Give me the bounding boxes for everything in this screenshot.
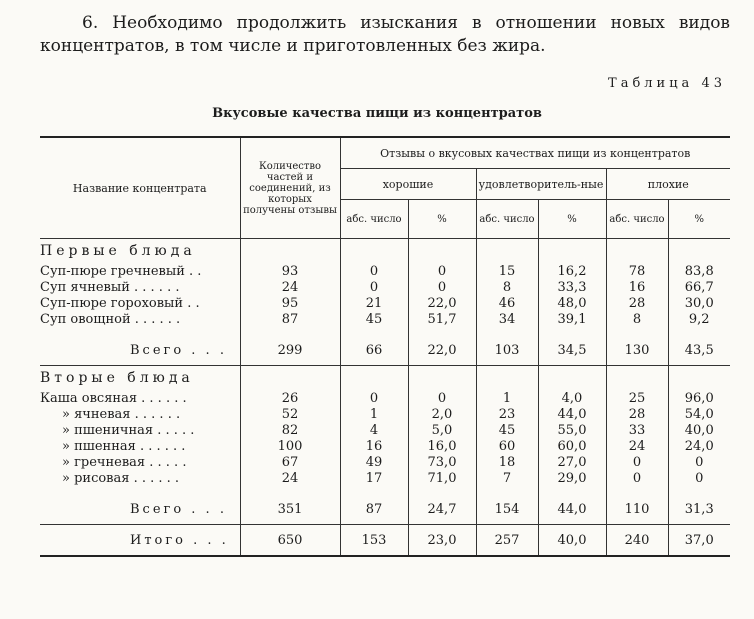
empty-cell — [606, 486, 668, 494]
section-header-row — [40, 239, 730, 264]
cell-s-abs: 34 — [476, 311, 538, 327]
section-total-row — [40, 335, 730, 366]
row-name: » гречневая . . . . . — [62, 454, 187, 470]
cell-b-pct: 0 — [668, 454, 730, 470]
cell-g-abs: 0 — [340, 263, 408, 279]
cell-count: 24 — [240, 279, 340, 295]
grand-total-label: Итого . . . — [40, 525, 240, 557]
cell-count: 24 — [240, 470, 340, 486]
spacer-row — [40, 327, 730, 335]
cell-g-abs: 4 — [340, 422, 408, 438]
table-row — [40, 263, 730, 279]
cell-s-abs: 1 — [476, 390, 538, 406]
total-count: 351 — [240, 494, 340, 525]
grand-total-b-abs: 240 — [606, 525, 668, 557]
cell-s-pct: 48,0 — [538, 295, 606, 311]
header-good: хорошие — [340, 169, 476, 200]
section-header-row — [40, 366, 730, 391]
cell-g-abs: 17 — [340, 470, 408, 486]
total-g-pct: 24,7 — [408, 494, 476, 525]
cell-g-pct: 2,0 — [408, 406, 476, 422]
empty-cell — [476, 327, 538, 335]
empty-cell — [340, 486, 408, 494]
cell-s-abs: 8 — [476, 279, 538, 295]
cell-s-pct: 33,3 — [538, 279, 606, 295]
row-name: » пшеничная . . . . . — [62, 422, 195, 438]
empty-cell — [240, 327, 340, 335]
grand-total-row — [40, 525, 730, 557]
empty-cell — [240, 366, 340, 391]
empty-cell — [240, 239, 340, 264]
cell-b-abs: 28 — [606, 295, 668, 311]
table-row — [40, 422, 730, 438]
grand-total-s-abs: 257 — [476, 525, 538, 557]
cell-g-pct: 0 — [408, 279, 476, 295]
cell-count: 95 — [240, 295, 340, 311]
empty-cell — [476, 486, 538, 494]
grand-total-b-pct: 37,0 — [668, 525, 730, 557]
header-bad-abs: абс. число — [606, 200, 668, 239]
header-good-abs: абс. число — [340, 200, 408, 239]
cell-g-pct: 22,0 — [408, 295, 476, 311]
empty-cell — [538, 239, 606, 264]
cell-g-abs: 1 — [340, 406, 408, 422]
cell-g-pct: 73,0 — [408, 454, 476, 470]
grand-total-g-pct: 23,0 — [408, 525, 476, 557]
cell-g-abs: 0 — [340, 279, 408, 295]
total-g-abs: 87 — [340, 494, 408, 525]
empty-cell — [240, 486, 340, 494]
row-name: Каша овсяная . . . . . . — [40, 390, 187, 406]
cell-g-abs: 21 — [340, 295, 408, 311]
empty-cell — [340, 327, 408, 335]
total-g-abs: 66 — [340, 335, 408, 366]
cell-g-abs: 45 — [340, 311, 408, 327]
empty-cell — [538, 327, 606, 335]
cell-s-abs: 15 — [476, 263, 538, 279]
cell-count: 100 — [240, 438, 340, 454]
cell-s-pct: 29,0 — [538, 470, 606, 486]
total-b-pct: 31,3 — [668, 494, 730, 525]
cell-b-pct: 66,7 — [668, 279, 730, 295]
row-name: Суп-пюре гороховый . . — [40, 295, 200, 311]
cell-b-pct: 30,0 — [668, 295, 730, 311]
cell-b-pct: 96,0 — [668, 390, 730, 406]
total-b-abs: 130 — [606, 335, 668, 366]
empty-cell — [408, 366, 476, 391]
cell-s-pct: 16,2 — [538, 263, 606, 279]
table-row — [40, 311, 730, 327]
cell-s-abs: 46 — [476, 295, 538, 311]
cell-b-pct: 83,8 — [668, 263, 730, 279]
header-bad-pct: % — [668, 200, 730, 239]
header-bad: плохие — [606, 169, 730, 200]
cell-b-pct: 40,0 — [668, 422, 730, 438]
header-count: Количество частей и соединений, из которых получены отзывы — [240, 137, 340, 239]
empty-cell — [408, 486, 476, 494]
row-name: » пшенная . . . . . . — [62, 438, 186, 454]
empty-cell — [668, 327, 730, 335]
cell-s-pct: 55,0 — [538, 422, 606, 438]
cell-count: 67 — [240, 454, 340, 470]
grand-total-count: 650 — [240, 525, 340, 557]
empty-cell — [476, 366, 538, 391]
header-sat-abs: абс. число — [476, 200, 538, 239]
cell-b-abs: 25 — [606, 390, 668, 406]
empty-cell — [668, 486, 730, 494]
header-sat-pct: % — [538, 200, 606, 239]
intro-paragraph: 6. Необходимо продолжить изыскания в отношении новых видов концентратов, в том числе и приготовленных без жира. — [40, 13, 730, 56]
cell-count: 87 — [240, 311, 340, 327]
cell-b-abs: 8 — [606, 311, 668, 327]
cell-s-abs: 7 — [476, 470, 538, 486]
total-s-pct: 44,0 — [538, 494, 606, 525]
section-title: Первые блюда — [40, 243, 196, 259]
cell-b-pct: 9,2 — [668, 311, 730, 327]
cell-s-pct: 39,1 — [538, 311, 606, 327]
cell-count: 82 — [240, 422, 340, 438]
grand-total-g-abs: 153 — [340, 525, 408, 557]
cell-s-pct: 60,0 — [538, 438, 606, 454]
empty-cell — [606, 239, 668, 264]
table-label: Таблица 43 — [608, 76, 726, 91]
table-row — [40, 470, 730, 486]
empty-cell — [340, 366, 408, 391]
empty-cell — [668, 239, 730, 264]
cell-count: 93 — [240, 263, 340, 279]
cell-b-abs: 24 — [606, 438, 668, 454]
empty-cell — [538, 366, 606, 391]
empty-cell — [606, 327, 668, 335]
grand-total-s-pct: 40,0 — [538, 525, 606, 557]
total-g-pct: 22,0 — [408, 335, 476, 366]
cell-g-abs: 0 — [340, 390, 408, 406]
empty-cell — [668, 366, 730, 391]
row-name: Суп овощной . . . . . . — [40, 311, 181, 327]
cell-b-abs: 78 — [606, 263, 668, 279]
total-label: Всего . . . — [40, 494, 240, 525]
table-row — [40, 390, 730, 406]
cell-b-abs: 0 — [606, 454, 668, 470]
row-name: » рисовая . . . . . . — [62, 470, 180, 486]
header-good-pct: % — [408, 200, 476, 239]
cell-g-pct: 71,0 — [408, 470, 476, 486]
table-row — [40, 438, 730, 454]
cell-s-abs: 18 — [476, 454, 538, 470]
table-row — [40, 295, 730, 311]
total-count: 299 — [240, 335, 340, 366]
cell-b-abs: 28 — [606, 406, 668, 422]
cell-s-pct: 4,0 — [538, 390, 606, 406]
cell-b-pct: 0 — [668, 470, 730, 486]
section-title: Вторые блюда — [40, 370, 194, 386]
empty-cell — [538, 486, 606, 494]
table-title: Вкусовые качества пищи из концентратов — [212, 106, 542, 121]
empty-cell — [606, 366, 668, 391]
row-name: Суп-пюре гречневый . . — [40, 263, 202, 279]
cell-b-abs: 0 — [606, 470, 668, 486]
cell-s-pct: 44,0 — [538, 406, 606, 422]
cell-b-abs: 16 — [606, 279, 668, 295]
cell-g-pct: 51,7 — [408, 311, 476, 327]
total-b-abs: 110 — [606, 494, 668, 525]
header-satisfactory: удовлетворитель-ные — [476, 169, 606, 200]
empty-cell — [408, 239, 476, 264]
total-s-abs: 154 — [476, 494, 538, 525]
cell-s-abs: 60 — [476, 438, 538, 454]
total-s-pct: 34,5 — [538, 335, 606, 366]
row-name: Суп ячневый . . . . . . — [40, 279, 180, 295]
cell-count: 26 — [240, 390, 340, 406]
cell-g-pct: 0 — [408, 390, 476, 406]
cell-count: 52 — [240, 406, 340, 422]
table-row — [40, 406, 730, 422]
header-reviews: Отзывы о вкусовых качествах пищи из концентратов — [340, 137, 730, 169]
total-b-pct: 43,5 — [668, 335, 730, 366]
cell-s-abs: 23 — [476, 406, 538, 422]
cell-g-pct: 0 — [408, 263, 476, 279]
empty-cell — [476, 239, 538, 264]
taste-quality-table — [40, 136, 730, 557]
section-total-row — [40, 494, 730, 525]
cell-s-abs: 45 — [476, 422, 538, 438]
header-name: Название концентрата — [40, 137, 240, 239]
cell-g-pct: 16,0 — [408, 438, 476, 454]
spacer-row — [40, 486, 730, 494]
table-row — [40, 454, 730, 470]
cell-b-abs: 33 — [606, 422, 668, 438]
total-s-abs: 103 — [476, 335, 538, 366]
empty-cell — [408, 327, 476, 335]
cell-s-pct: 27,0 — [538, 454, 606, 470]
cell-g-abs: 49 — [340, 454, 408, 470]
table-row — [40, 279, 730, 295]
total-label: Всего . . . — [40, 335, 240, 366]
empty-cell — [340, 239, 408, 264]
cell-g-abs: 16 — [340, 438, 408, 454]
row-name: » ячневая . . . . . . — [62, 406, 181, 422]
cell-g-pct: 5,0 — [408, 422, 476, 438]
cell-b-pct: 24,0 — [668, 438, 730, 454]
cell-b-pct: 54,0 — [668, 406, 730, 422]
